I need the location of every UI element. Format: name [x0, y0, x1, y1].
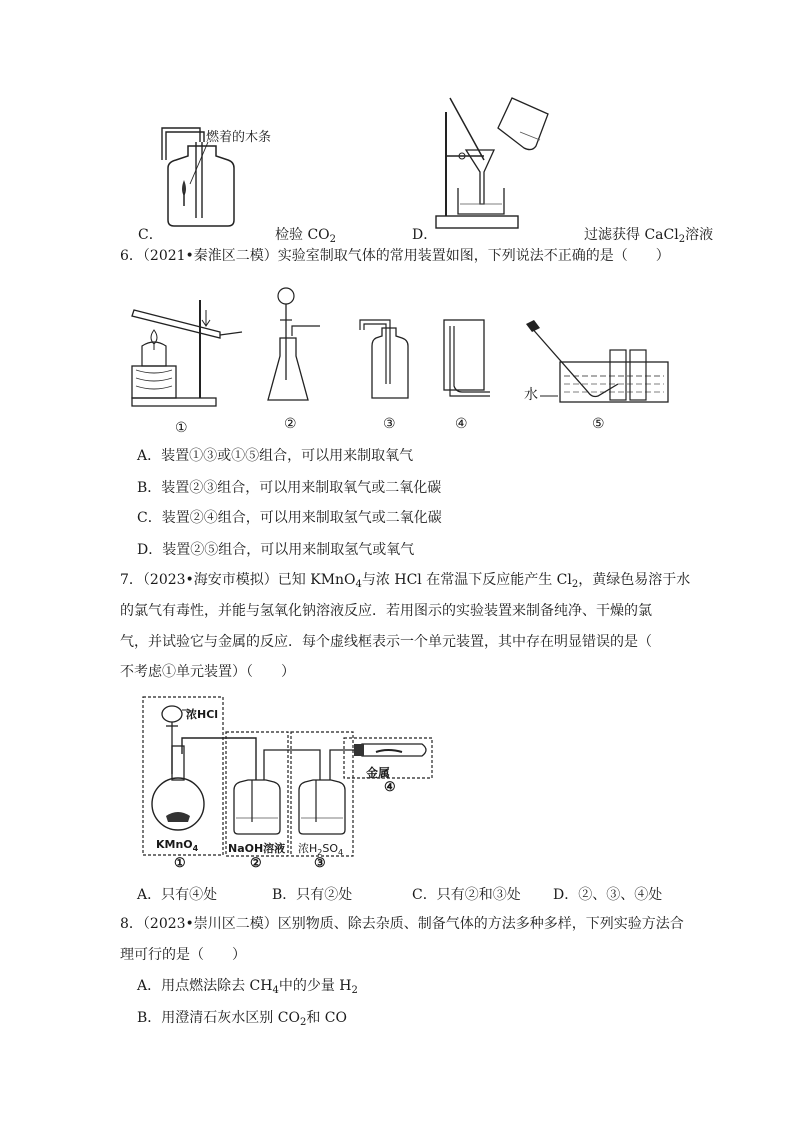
fig-label-3: ③ — [383, 416, 396, 432]
fig-label-1: ① — [175, 420, 188, 436]
q6-option-d[interactable]: D．装置②⑤组合，可以用来制取氢气或氧气 — [137, 542, 415, 558]
burning-stick-label: 燃着的木条 — [206, 130, 272, 145]
q7-option-a[interactable]: A．只有④处 — [137, 887, 218, 903]
q7-option-d[interactable]: D．②、③、④处 — [553, 887, 663, 903]
water-label: 水 — [524, 387, 538, 403]
fig-label-4: ④ — [455, 416, 468, 432]
h2so4-label: 浓$H_2SO_4$ — [298, 842, 344, 857]
q7-option-b[interactable]: B．只有②处 — [272, 887, 353, 903]
option-c-label: 检验 $CO_2$ — [275, 227, 337, 245]
unit-label-2: ② — [250, 856, 262, 871]
q8-stem-line2: 理可行的是（ ） — [120, 947, 246, 963]
conc-hcl-label: 浓HCl — [186, 708, 219, 721]
q6-stem: 6．（2021•秦淮区二模）实验室制取气体的常用装置如图，下列说法不正确的是（ ） — [120, 248, 670, 264]
filtration-figure — [432, 92, 582, 237]
fig-label-2: ② — [284, 416, 297, 432]
option-d-letter: D． — [412, 227, 438, 243]
option-d-label: 过滤获得 CaCl$_2$溶液 — [584, 227, 714, 245]
q6-option-b[interactable]: B．装置②③组合，可以用来制取氧气或二氧化碳 — [137, 480, 442, 496]
option-c-letter: C． — [138, 227, 163, 243]
q6-option-a[interactable]: A．装置①③或①⑤组合，可以用来制取氧气 — [137, 448, 414, 464]
q8-option-a[interactable]: A．用点燃法除去 $CH_4$中的少量 $H_2$ — [137, 978, 358, 996]
q8-option-b[interactable]: B．用澄清石灰水区别 $CO_2$和 CO — [137, 1010, 347, 1028]
q7-stem-line4: 不考虑①单元装置）（ ） — [120, 664, 295, 680]
metal-label: 金属 — [366, 766, 391, 780]
unit-label-3: ③ — [314, 856, 326, 871]
q7-stem-line1: 7．（2023•海安市模拟）已知 KMnO$_4$与浓 HCl 在常温下反应能产生 $Cl_2$，黄绿色易溶于水 — [120, 572, 691, 590]
q7-stem-line2: 的氯气有毒性，并能与氢氧化钠溶液反应．若用图示的实验装置来制备纯净、干燥的氯 — [120, 603, 652, 619]
fig-label-5: ⑤ — [592, 416, 605, 432]
naoh-label: NaOH溶液 — [228, 842, 286, 855]
q8-stem-line1: 8．（2023•崇川区二模）区别物质、除去杂质、制备气体的方法多种多样，下列实验方法合 — [120, 916, 684, 932]
q7-stem-line3: 气，并试验它与金属的反应．每个虚线框表示一个单元装置，其中存在明显错误的是（ — [120, 634, 652, 650]
q7-option-c[interactable]: C．只有②和③处 — [412, 887, 521, 903]
unit-label-4: ④ — [384, 780, 396, 795]
q6-option-c[interactable]: C．装置②④组合，可以用来制取氢气或二氧化碳 — [137, 510, 442, 526]
kmno4-label: KMnO$_4$ — [156, 838, 199, 853]
unit-label-1: ① — [174, 856, 186, 871]
